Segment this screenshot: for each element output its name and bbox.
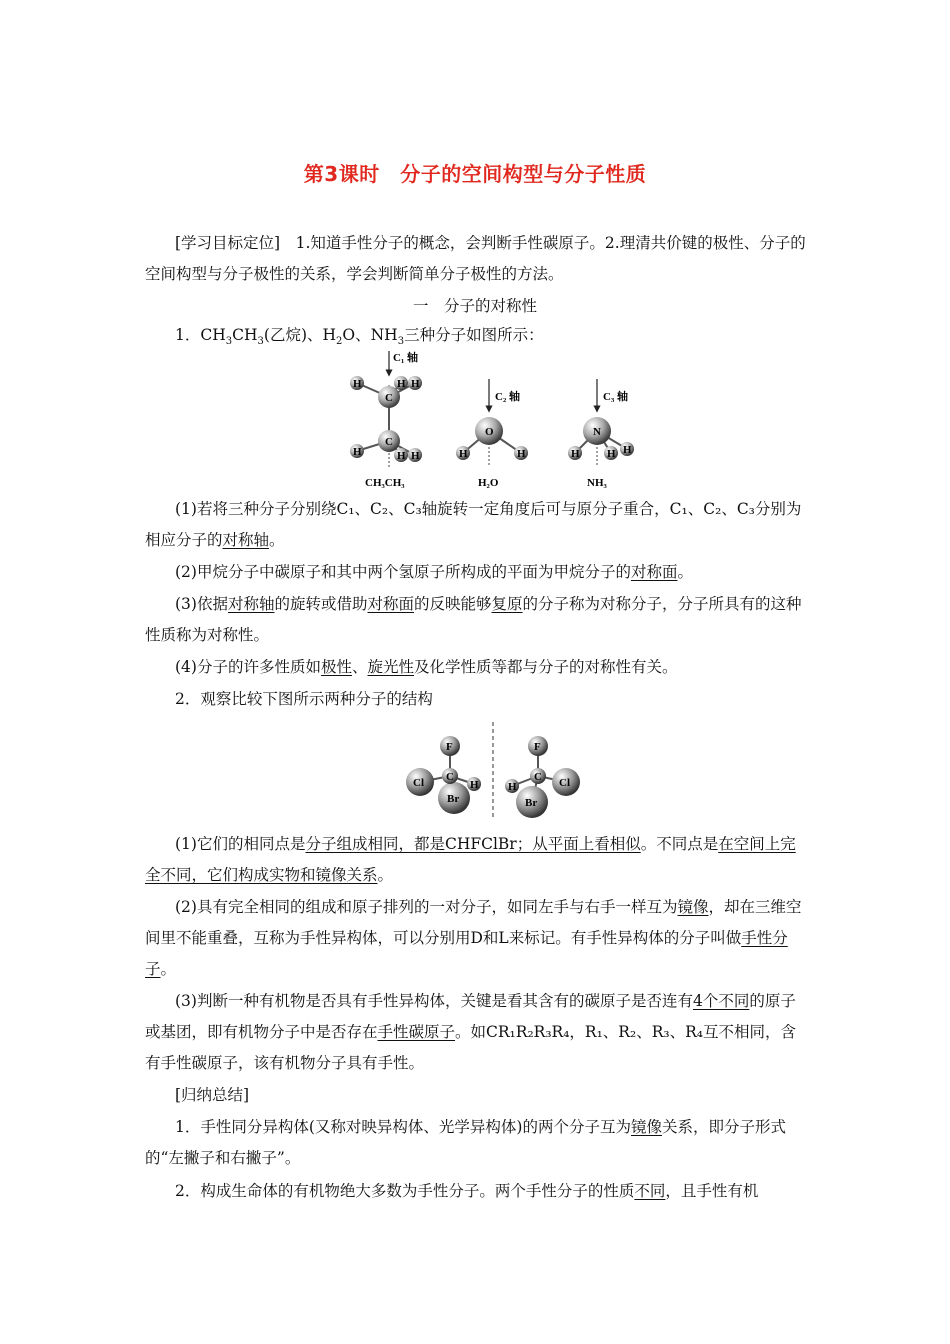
svg-text:H: H xyxy=(607,448,616,460)
svg-text:H: H xyxy=(397,378,406,390)
summary-tag: [归纳总结] xyxy=(175,1086,250,1104)
molecule-right xyxy=(505,736,580,818)
c3-axis-label: C₃ 轴 xyxy=(603,391,628,403)
summary-2: 2．构成生命体的有机物绝大多数为手性分子。两个手性分子的性质不同，且手性有机 xyxy=(175,1182,759,1200)
page-title: 第3课时 分子的空间构型与分子性质 xyxy=(303,162,647,186)
svg-text:H: H xyxy=(571,448,580,460)
svg-text:H: H xyxy=(459,448,468,460)
answer-underline: 镜像 xyxy=(677,898,709,916)
paragraph-1: (1)若将三种分子分别绕C₁、C₂、C₃轴旋转一定角度后可与原分子重合，C₁、C₂、C₃分别为相应分子的对称轴。 xyxy=(145,500,802,549)
svg-text:C: C xyxy=(385,392,393,404)
answer-underline: 对称面 xyxy=(367,595,415,613)
svg-text:H: H xyxy=(397,450,406,462)
c2-axis-label: C₂ 轴 xyxy=(495,391,520,403)
answer-underline: 对称轴 xyxy=(222,531,270,549)
answer-underline: 极性 xyxy=(320,658,352,676)
paragraph-2: (2)甲烷分子中碳原子和其中两个氢原子所构成的平面为甲烷分子的对称面。 xyxy=(175,563,693,581)
paragraph-4: (4)分子的许多性质如极性、旋光性及化学性质等都与分子的对称性有关。 xyxy=(175,658,678,676)
svg-text:Br: Br xyxy=(525,797,538,809)
answer-underline: 4个不同 xyxy=(692,992,750,1010)
answer-underline: 分子组成相同，都是CHFClBr；从平面上看相似 xyxy=(305,835,641,853)
symmetry-figure xyxy=(335,345,645,495)
svg-text:F: F xyxy=(534,741,541,753)
svg-text:C: C xyxy=(385,436,393,448)
svg-text:O: O xyxy=(485,426,494,438)
section-heading: 一 分子的对称性 xyxy=(412,297,537,315)
item-2-intro: 2．观察比较下图所示两种分子的结构 xyxy=(175,690,433,708)
svg-text:N: N xyxy=(593,426,601,438)
svg-text:H: H xyxy=(517,448,526,460)
svg-text:C: C xyxy=(446,771,454,783)
molecule-left xyxy=(406,736,481,814)
goal-tag: [学习目标定位] xyxy=(175,234,281,252)
svg-text:C: C xyxy=(534,771,542,783)
ethane-molecule xyxy=(350,350,422,489)
svg-text:H: H xyxy=(470,779,479,791)
svg-text:H: H xyxy=(353,378,362,390)
chiral-pair-figure xyxy=(398,722,588,822)
answer-underline: 手性碳原子 xyxy=(377,1023,456,1041)
ammonia-molecule xyxy=(568,379,634,489)
item-1-intro: 1．$CH_3CH_3$(乙烷)、$H_2O$、$NH_3$三种分子如图所示： xyxy=(175,326,544,348)
svg-text:Cl: Cl xyxy=(559,777,570,789)
svg-text:F: F xyxy=(446,741,453,753)
svg-text:H: H xyxy=(411,450,420,462)
answer-underline: 镜像 xyxy=(630,1118,662,1136)
answer-underline: 对称轴 xyxy=(227,595,275,613)
answer-underline: 在空间上完全不同，它们构成实物和镜像关系 xyxy=(145,835,796,884)
ethane-label: CH₃CH₃ xyxy=(365,477,405,489)
water-molecule xyxy=(456,379,528,489)
summary-1: 1．手性同分异构体(又称对映异构体、光学异构体)的两个分子互为镜像关系，即分子形式的“左撇子和右撇子”。 xyxy=(145,1118,786,1167)
goal-text: 1.知道手性分子的概念，会判断手性碳原子。2.理清共价键的极性、分子的空间构型与分子极性的关系，学会判断简单分子极性的方法。 xyxy=(145,234,806,283)
question-1: (1)它们的相同点是分子组成相同，都是CHFClBr；从平面上看相似。不同点是在空间上完全不同，它们构成实物和镜像关系。 xyxy=(145,835,796,884)
ammonia-label: NH₃ xyxy=(587,477,607,489)
svg-text:H: H xyxy=(508,781,517,793)
answer-underline: 对称面 xyxy=(630,563,678,581)
svg-text:Br: Br xyxy=(447,793,460,805)
svg-text:H: H xyxy=(353,446,362,458)
svg-text:H: H xyxy=(411,378,420,390)
answer-underline: 旋光性 xyxy=(367,658,415,676)
question-3: (3)判断一种有机物是否具有手性异构体，关键是看其含有的碳原子是否连有4个不同的原子或基团，即有机物分子中是否存在手性碳原子。如CR₁R₂R₃R₄，R₁、R₂、R₃、R₄互不相同，含有手性碳原子，该有机物分子具有手性。 xyxy=(145,992,796,1072)
svg-text:H: H xyxy=(623,444,632,456)
answer-underline: 不同 xyxy=(634,1182,666,1200)
paragraph-3: (3)依据对称轴的旋转或借助对称面的反映能够复原的分子称为对称分子，分子所具有的这种性质称为对称性。 xyxy=(145,595,802,644)
c1-axis-label: C₁ 轴 xyxy=(393,352,418,364)
svg-text:Cl: Cl xyxy=(413,777,424,789)
learning-goal xyxy=(145,228,810,290)
answer-underline: 手性分子 xyxy=(145,929,788,978)
answer-underline: 复原 xyxy=(491,595,523,613)
question-2: (2)具有完全相同的组成和原子排列的一对分子，如同左手与右手一样互为镜像，却在三维空间里不能重叠，互称为手性异构体，可以分别用D和L来标记。有手性异构体的分子叫做手性分子。 xyxy=(145,898,802,978)
water-label: H₂O xyxy=(478,477,499,489)
